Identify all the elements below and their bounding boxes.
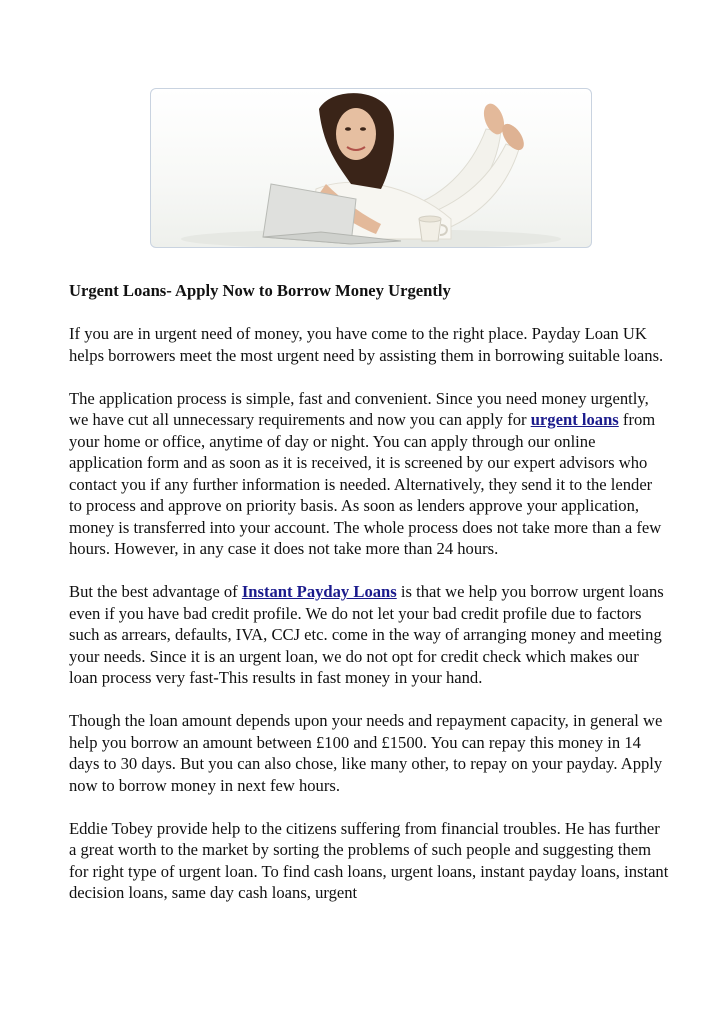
paragraph-text: is that we help you borrow urgent loans even if you have bad credit profile. We do not let your bad credit profile due to factors such as arrears, defaults, IVA, CCJ etc. come in the way of arranging money and meeting your needs. Since it is an urgent loan, we do not opt for credit check which makes our loan process very fast-This results in fast money in your hand. — [69, 582, 664, 687]
paragraph-loan-amount: Though the loan amount depends upon your needs and repayment capacity, in general we help you borrow an amount between £100 and £1500. You can repay this money in 14 days to 30 days. But you can also chose, like many other, to repay on your payday. Apply now to borrow money in next few hours. — [69, 711, 663, 795]
article — [69, 280, 669, 925]
paragraph-text: The application process is simple, fast and convenient. Since you need money urgently, we have cut all unnecessary requirements and now you can apply for — [69, 388, 649, 429]
urgent-loans-link[interactable]: urgent loans — [530, 410, 619, 429]
paragraph-text: But the best advantage of — [69, 582, 242, 601]
paragraph-author: Eddie Tobey provide help to the citizens suffering from financial troubles. He has further a great worth to the market by sorting the problems of such people and suggesting them for right type of urgent loan. To find cash loans, urgent loans, instant payday loans, instant decision loans, same day cash loans, urgent — [69, 818, 669, 902]
paragraph-text: from your home or office, anytime of day or night. You can apply through our online application form and as soon as it is received, it is screened by our expert advisors who contact you if any further information is needed. Alternatively, they send it to the lender to process and approve on priority basis. As soon as lenders approve your application, money is transferred into your account. The whole process does not take more than a few hours. However, in any case it does not take more than 24 hours. — [69, 410, 662, 558]
article-title: Urgent Loans- Apply Now to Borrow Money Urgently — [69, 281, 451, 300]
paragraph-application-process — [69, 388, 669, 560]
woman-laptop-illustration — [151, 89, 591, 247]
paragraph-advantage — [69, 581, 669, 689]
instant-payday-loans-link[interactable]: Instant Payday Loans — [241, 582, 397, 601]
hero-image — [150, 88, 592, 248]
paragraph-intro: If you are in urgent need of money, you have come to the right place. Payday Loan UK helps borrowers meet the most urgent need by assisting them in borrowing suitable loans. — [69, 324, 664, 365]
